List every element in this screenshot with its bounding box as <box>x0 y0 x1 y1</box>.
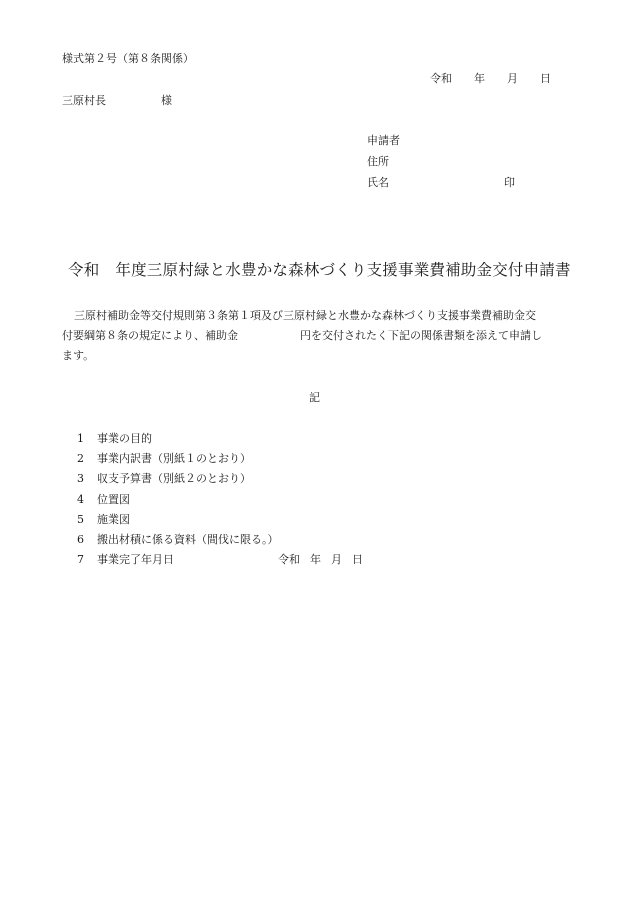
list-item <box>77 449 373 469</box>
body-paragraph <box>62 306 570 366</box>
item-number: 5 <box>77 512 84 526</box>
list-item <box>77 550 373 570</box>
item-label: 搬出材積に係る資料（間伐に限る。） <box>97 533 279 547</box>
address-label: 住所 <box>367 155 389 168</box>
list-item <box>77 469 373 489</box>
item-label: 事業内訳書（別紙１のとおり） <box>97 452 251 466</box>
body-line-2b: 円を交付されたく下記の関係書類を添えて申請し <box>300 329 542 342</box>
addressee <box>62 92 172 108</box>
date-year: 年 <box>474 72 485 85</box>
list-item <box>77 429 373 449</box>
applicant-block <box>367 130 515 193</box>
completion-day: 日 <box>352 553 363 567</box>
body-line-2 <box>62 326 570 346</box>
item-label: 事業完了年月日 <box>97 553 174 567</box>
item-number: 7 <box>77 553 84 567</box>
completion-month: 月 <box>331 553 342 567</box>
item-label: 事業の目的 <box>97 432 152 445</box>
applicant-label: 申請者 <box>367 134 400 147</box>
item-number: 6 <box>77 533 84 547</box>
document-title <box>68 258 571 280</box>
item-label: 収支予算書（別紙２のとおり） <box>97 472 251 486</box>
list-item <box>77 490 373 510</box>
completion-era: 令和 <box>278 553 300 567</box>
completion-date <box>278 550 373 570</box>
date-day: 日 <box>540 72 551 85</box>
list-item <box>77 530 373 550</box>
item-number: 4 <box>77 492 84 506</box>
body-line-3: ます。 <box>62 349 95 362</box>
completion-year: 年 <box>310 553 321 567</box>
item-label: 位置図 <box>97 492 130 506</box>
application-date <box>430 70 551 86</box>
name-label: 氏名 <box>367 176 389 189</box>
form-number: 様式第２号（第８条関係） <box>62 52 194 65</box>
title-era: 令和 <box>68 261 100 279</box>
date-era: 令和 <box>430 72 452 85</box>
addressee-honorific: 様 <box>161 94 172 107</box>
body-line-2a: 付要綱第８条の規定により、補助金 <box>62 329 238 342</box>
name-line <box>367 172 515 193</box>
item-number: 2 <box>77 452 84 466</box>
title-text: 年度三原村緑と水豊かな森林づくり支援事業費補助金交付申請書 <box>115 261 571 279</box>
item-label: 施業図 <box>97 512 130 526</box>
date-month: 月 <box>507 72 518 85</box>
ki-heading: 記 <box>309 391 320 404</box>
list-item <box>77 510 373 530</box>
item-list <box>77 429 373 570</box>
item-number: 1 <box>77 432 84 445</box>
addressee-name: 三原村長 <box>62 94 106 107</box>
item-number: 3 <box>77 472 84 486</box>
body-line-1: 三原村補助金等交付規則第３条第１項及び三原村緑と水豊かな森林づくり支援事業費補助金交 <box>74 309 536 322</box>
seal-label: 印 <box>504 176 515 189</box>
